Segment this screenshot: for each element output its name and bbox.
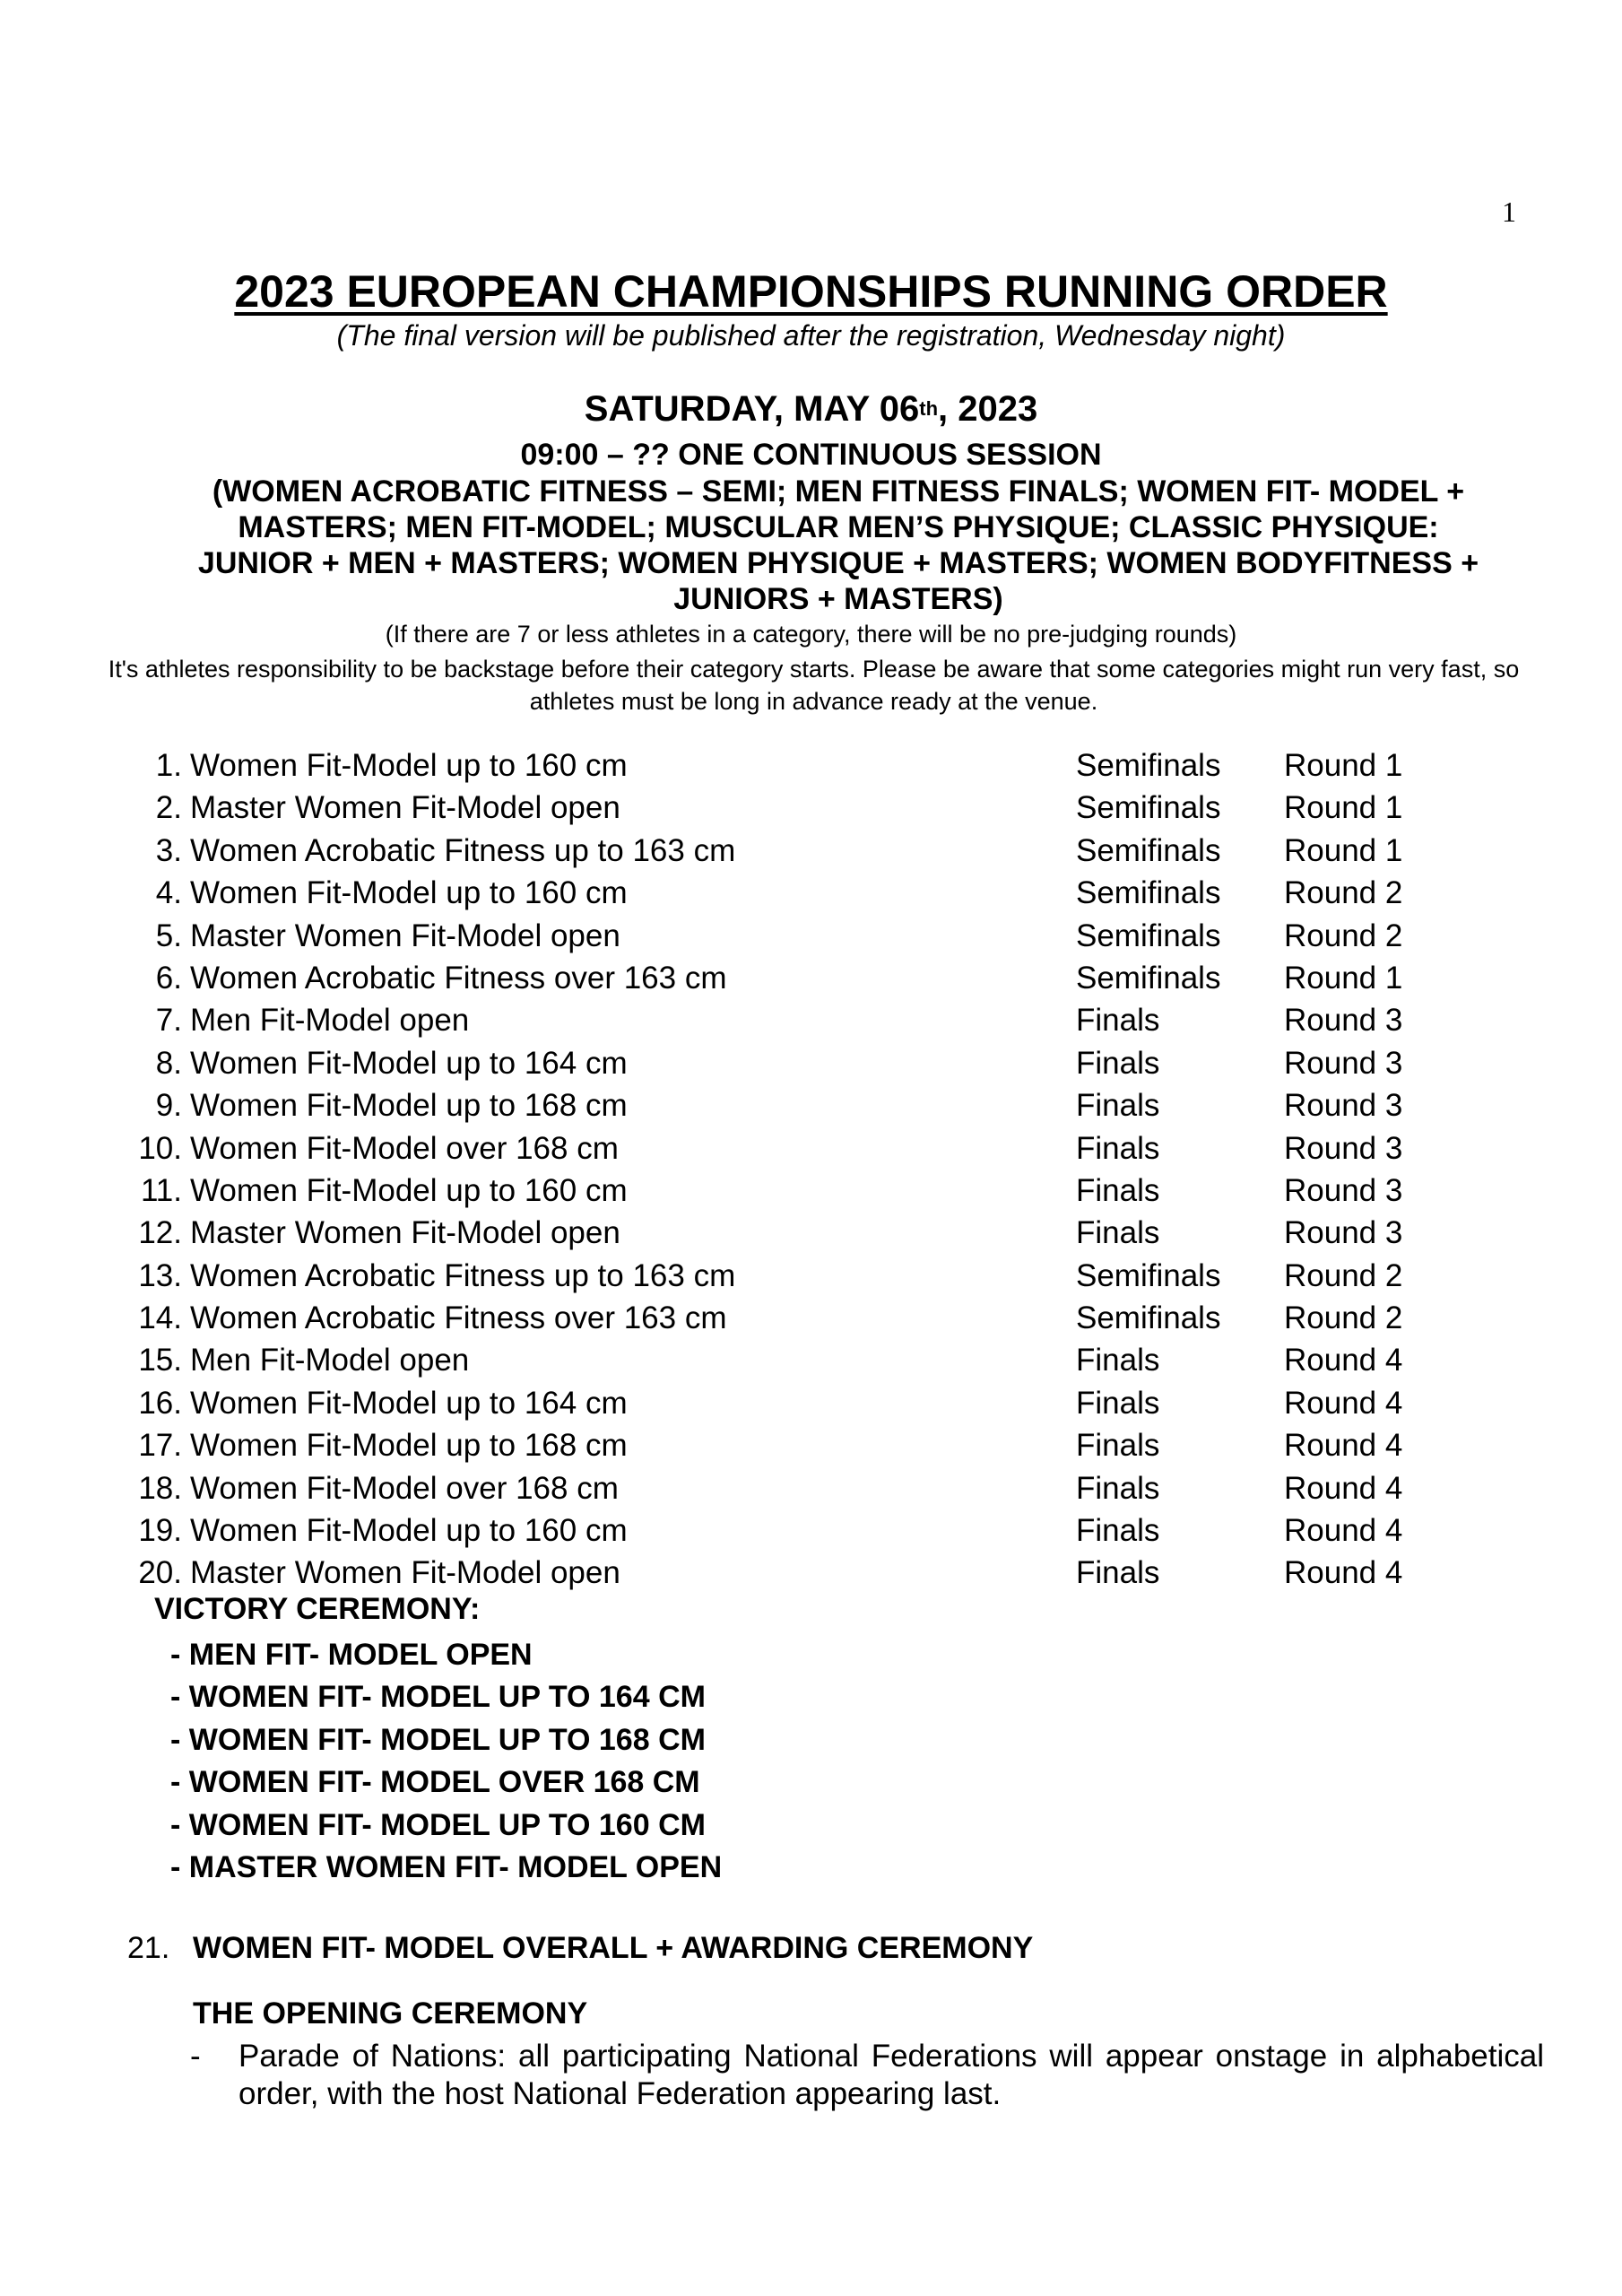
running-order-row xyxy=(0,957,1622,999)
stage-label: Finals xyxy=(1076,1470,1160,1506)
row-number: 14. xyxy=(138,1300,182,1336)
running-order-list xyxy=(0,744,1622,1595)
category-name: Women Fit-Model over 168 cm xyxy=(190,1470,619,1506)
running-order-row xyxy=(0,1339,1622,1381)
stage-label: Finals xyxy=(1076,1513,1160,1549)
round-label: Round 4 xyxy=(1284,1343,1403,1378)
stage-label: Finals xyxy=(1076,1215,1160,1251)
category-name: Men Fit-Model open xyxy=(190,1343,470,1378)
category-name: Women Fit-Model up to 168 cm xyxy=(190,1428,628,1464)
round-label: Round 4 xyxy=(1284,1555,1403,1591)
running-order-row xyxy=(0,1297,1622,1339)
round-label: Round 3 xyxy=(1284,1003,1403,1039)
category-name: Women Fit-Model up to 160 cm xyxy=(190,1172,628,1208)
running-order-row xyxy=(0,1467,1622,1509)
round-label: Round 2 xyxy=(1284,875,1403,911)
day-heading-suffix: , 2023 xyxy=(938,389,1038,429)
round-label: Round 1 xyxy=(1284,748,1403,783)
row-number: 2. xyxy=(155,790,182,826)
category-name: Master Women Fit-Model open xyxy=(190,1215,620,1251)
category-name: Master Women Fit-Model open xyxy=(190,1555,620,1591)
row-number: 15. xyxy=(138,1343,182,1378)
round-label: Round 1 xyxy=(1284,960,1403,996)
row-number: 9. xyxy=(155,1088,182,1124)
bullet-text: Parade of Nations: all participating National Federations will appear onstage in alphabetical order, with the host National Federation appearing last. xyxy=(239,2039,1544,2111)
category-name: Women Fit-Model over 168 cm xyxy=(190,1130,619,1166)
row-number: 13. xyxy=(138,1257,182,1293)
round-label: Round 4 xyxy=(1284,1385,1403,1421)
stage-label: Finals xyxy=(1076,1003,1160,1039)
stage-label: Finals xyxy=(1076,1088,1160,1124)
victory-ceremony-title: VICTORY CEREMONY: xyxy=(154,1592,481,1626)
running-order-row xyxy=(0,1255,1622,1297)
running-order-row xyxy=(0,744,1622,787)
victory-ceremony-item: - WOMEN FIT- MODEL UP TO 168 CM xyxy=(170,1722,706,1757)
row-number: 6. xyxy=(155,960,182,996)
row-number: 7. xyxy=(155,1003,182,1039)
opening-ceremony-bullet xyxy=(190,2038,1544,2113)
stage-label: Semifinals xyxy=(1076,748,1221,783)
stage-label: Finals xyxy=(1076,1343,1160,1378)
category-name: Women Fit-Model up to 160 cm xyxy=(190,748,628,783)
stage-label: Semifinals xyxy=(1076,960,1221,996)
session-heading: 09:00 – ?? ONE CONTINUOUS SESSION xyxy=(520,438,1102,472)
running-order-row xyxy=(0,872,1622,914)
round-label: Round 2 xyxy=(1284,1257,1403,1293)
stage-label: Semifinals xyxy=(1076,918,1221,953)
stage-label: Finals xyxy=(1076,1555,1160,1591)
stage-label: Semifinals xyxy=(1076,790,1221,826)
category-name: Women Fit-Model up to 168 cm xyxy=(190,1088,628,1124)
stage-label: Finals xyxy=(1076,1130,1160,1166)
round-label: Round 2 xyxy=(1284,918,1403,953)
stage-label: Finals xyxy=(1076,1385,1160,1421)
round-label: Round 3 xyxy=(1284,1215,1403,1251)
running-order-row xyxy=(0,1382,1622,1424)
round-label: Round 3 xyxy=(1284,1130,1403,1166)
row-number: 17. xyxy=(138,1428,182,1464)
running-order-row xyxy=(0,787,1622,829)
opening-ceremony-title: THE OPENING CEREMONY xyxy=(193,1996,588,2031)
running-order-row xyxy=(0,1084,1622,1126)
round-label: Round 4 xyxy=(1284,1470,1403,1506)
running-order-row xyxy=(0,1127,1622,1170)
category-name: Women Fit-Model up to 164 cm xyxy=(190,1385,628,1421)
row-number: 11. xyxy=(140,1172,182,1208)
day-heading-prefix: SATURDAY, MAY 06 xyxy=(584,389,920,429)
row-number: 3. xyxy=(155,832,182,868)
stage-label: Semifinals xyxy=(1076,1257,1221,1293)
running-order-item-21 xyxy=(0,1926,1622,1970)
category-name: Women Fit-Model up to 164 cm xyxy=(190,1045,628,1081)
running-order-row xyxy=(0,1212,1622,1254)
category-name: Women Acrobatic Fitness over 163 cm xyxy=(190,960,727,996)
stage-label: Finals xyxy=(1076,1045,1160,1081)
category-name: Women Acrobatic Fitness up to 163 cm xyxy=(190,832,736,868)
row-number: 20. xyxy=(138,1555,182,1591)
victory-ceremony-item: - MEN FIT- MODEL OPEN xyxy=(170,1638,533,1672)
document-title: 2023 EUROPEAN CHAMPIONSHIPS RUNNING ORDER xyxy=(234,266,1388,317)
running-order-row xyxy=(0,1424,1622,1466)
running-order-row xyxy=(0,915,1622,957)
stage-label: Semifinals xyxy=(1076,1300,1221,1336)
round-label: Round 3 xyxy=(1284,1172,1403,1208)
round-label: Round 2 xyxy=(1284,1300,1403,1336)
round-label: Round 3 xyxy=(1284,1088,1403,1124)
row-number: 1. xyxy=(155,748,182,783)
stage-label: Finals xyxy=(1076,1428,1160,1464)
round-label: Round 4 xyxy=(1284,1513,1403,1549)
category-name: Master Women Fit-Model open xyxy=(190,918,620,953)
document-subtitle: (The final version will be published after the registration, Wednesday night) xyxy=(336,319,1286,352)
item-number: 21. xyxy=(127,1931,170,1965)
victory-ceremony-item: - WOMEN FIT- MODEL UP TO 164 CM xyxy=(170,1680,706,1715)
prejudging-note: (If there are 7 or less athletes in a category, there will be no pre-judging rounds) xyxy=(385,621,1237,648)
stage-label: Semifinals xyxy=(1076,875,1221,911)
running-order-row xyxy=(0,1552,1622,1594)
stage-label: Finals xyxy=(1076,1172,1160,1208)
row-number: 4. xyxy=(155,875,182,911)
category-name: Women Fit-Model up to 160 cm xyxy=(190,1513,628,1549)
row-number: 8. xyxy=(155,1045,182,1081)
running-order-row xyxy=(0,1509,1622,1552)
category-name: Women Fit-Model up to 160 cm xyxy=(190,875,628,911)
day-heading-sup: th xyxy=(919,397,939,420)
category-name: Men Fit-Model open xyxy=(190,1003,470,1039)
category-name: Women Acrobatic Fitness over 163 cm xyxy=(190,1300,727,1336)
row-number: 10. xyxy=(138,1130,182,1166)
day-heading xyxy=(0,389,1622,430)
responsibility-note: It's athletes responsibility to be backstage before their category starts. Please be aware that some categories might run very fast, so athletes must be long in advance ready at the venue. xyxy=(108,656,1520,715)
victory-ceremony-list xyxy=(170,1634,722,1889)
row-number: 12. xyxy=(138,1215,182,1251)
round-label: Round 1 xyxy=(1284,790,1403,826)
category-name: Women Acrobatic Fitness up to 163 cm xyxy=(190,1257,736,1293)
round-label: Round 1 xyxy=(1284,832,1403,868)
item-text: WOMEN FIT- MODEL OVERALL + AWARDING CEREMONY xyxy=(193,1931,1034,1965)
bullet-dash: - xyxy=(190,2039,201,2074)
row-number: 19. xyxy=(138,1513,182,1549)
running-order-row xyxy=(0,1042,1622,1084)
session-categories: (WOMEN ACROBATIC FITNESS – SEMI; MEN FITNESS FINALS; WOMEN FIT- MODEL + MASTERS; MEN FIT-MODEL; MUSCULAR MEN’S PHYSIQUE; CLASSIC PHYSIQUE: JUNIOR + MEN + MASTERS; WOMEN PHYSIQUE + MASTERS; WOMEN BODYFITNESS + JUNIORS + MASTERS) xyxy=(197,474,1479,616)
row-number: 5. xyxy=(155,918,182,953)
stage-label: Semifinals xyxy=(1076,832,1221,868)
row-number: 18. xyxy=(138,1470,182,1506)
round-label: Round 3 xyxy=(1284,1045,1403,1081)
round-label: Round 4 xyxy=(1284,1428,1403,1464)
page-number: 1 xyxy=(1502,196,1516,228)
category-name: Master Women Fit-Model open xyxy=(190,790,620,826)
running-order-row xyxy=(0,999,1622,1041)
victory-ceremony-item: - WOMEN FIT- MODEL UP TO 160 CM xyxy=(170,1807,706,1842)
victory-ceremony-item: - WOMEN FIT- MODEL OVER 168 CM xyxy=(170,1765,700,1800)
running-order-row xyxy=(0,1170,1622,1212)
row-number: 16. xyxy=(138,1385,182,1421)
victory-ceremony-item: - MASTER WOMEN FIT- MODEL OPEN xyxy=(170,1849,723,1884)
running-order-row xyxy=(0,830,1622,872)
